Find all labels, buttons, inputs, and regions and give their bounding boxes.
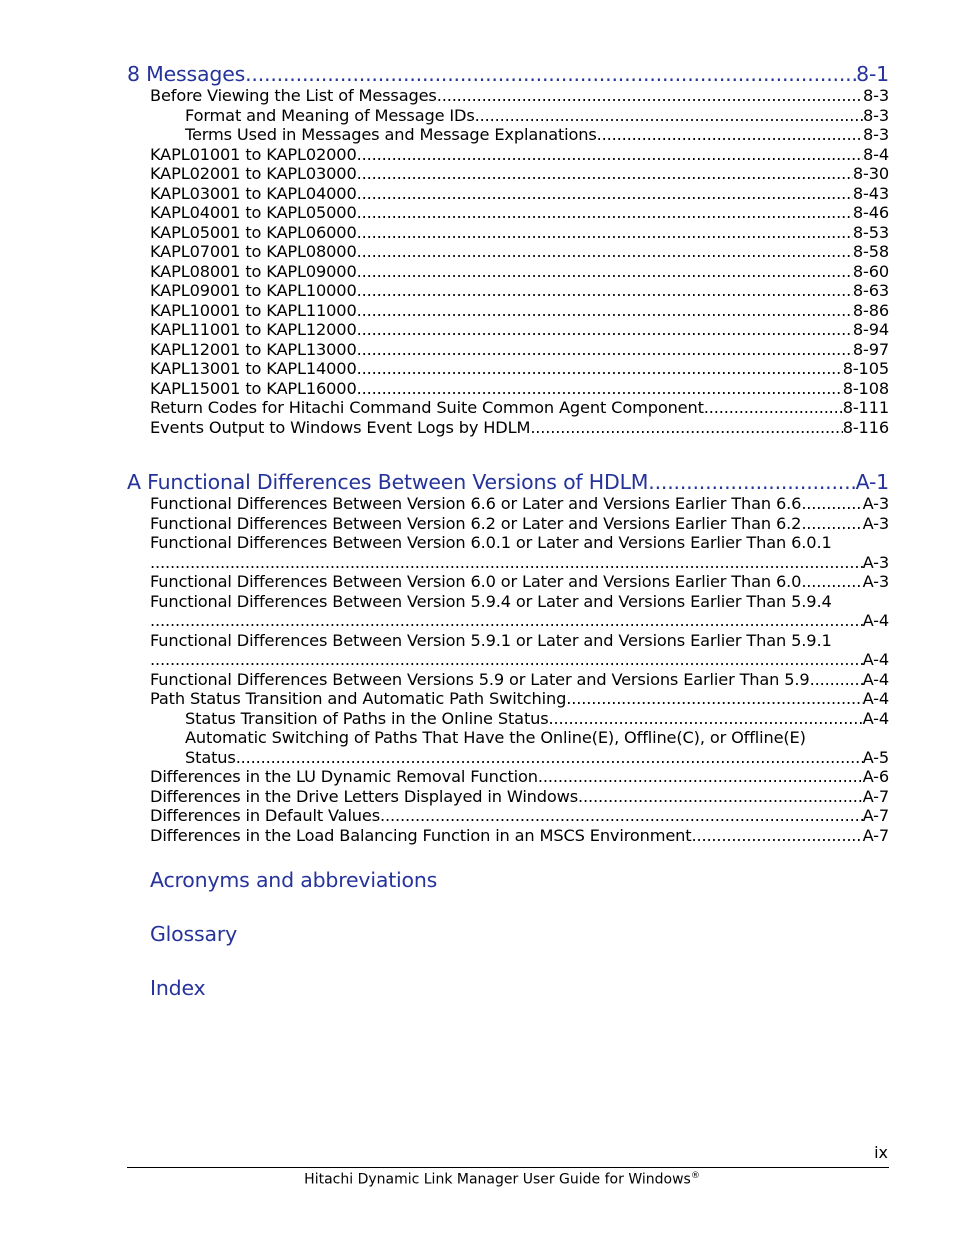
toc-entry[interactable]: Path Status Transition and Automatic Path Switching ..... A-4 <box>127 689 889 709</box>
toc-acronyms-link[interactable]: Acronyms and abbreviations <box>150 868 438 892</box>
table-of-contents <box>127 62 889 845</box>
toc-entry[interactable]: Functional Differences Between Version 6.0 or Later and Versions Earlier Than 6.0 ..... A-3 <box>127 572 889 592</box>
toc-entry[interactable]: KAPL03001 to KAPL04000 ..... 8-43 <box>127 184 889 204</box>
page-number: ix <box>874 1143 888 1162</box>
toc-entry[interactable]: KAPL11001 to KAPL12000 ..... 8-94 <box>127 320 889 340</box>
toc-entry-page: 8-1 <box>856 62 889 86</box>
toc-entry[interactable]: Differences in Default Values ..... A-7 <box>127 806 889 826</box>
toc-entry[interactable]: Automatic Switching of Paths That Have the Online(E), Offline(C), or Offline(E) Status ..... A-5 <box>127 728 889 767</box>
toc-entry[interactable]: KAPL05001 to KAPL06000 ..... 8-53 <box>127 223 889 243</box>
toc-entry-title: A Functional Differences Between Versions of HDLM <box>127 470 649 494</box>
toc-entry[interactable]: KAPL07001 to KAPL08000 ..... 8-58 <box>127 242 889 262</box>
toc-entry[interactable]: Before Viewing the List of Messages ..... 8-3 <box>127 86 889 106</box>
toc-entry[interactable]: KAPL09001 to KAPL10000 ..... 8-63 <box>127 281 889 301</box>
toc-entry[interactable]: Functional Differences Between Version 5.9.1 or Later and Versions Earlier Than 5.9.1 ..... A-4 <box>127 631 889 670</box>
toc-chapter-8[interactable] <box>127 62 889 86</box>
toc-entry[interactable]: Differences in the LU Dynamic Removal Function ..... A-6 <box>127 767 889 787</box>
toc-entry-title: 8 Messages <box>127 62 246 86</box>
toc-entry[interactable]: Terms Used in Messages and Message Explanations ..... 8-3 <box>127 125 889 145</box>
toc-entry[interactable]: Functional Differences Between Version 5.9.4 or Later and Versions Earlier Than 5.9.4 ..... A-4 <box>127 592 889 631</box>
footer-title: Hitachi Dynamic Link Manager User Guide for Windows® <box>304 1171 700 1188</box>
toc-entry[interactable]: Functional Differences Between Version 6.0.1 or Later and Versions Earlier Than 6.0.1 ..... A-3 <box>127 533 889 572</box>
toc-appendix-a[interactable] <box>127 470 889 494</box>
toc-entry[interactable]: KAPL10001 to KAPL11000 ..... 8-86 <box>127 301 889 321</box>
toc-entry[interactable]: KAPL02001 to KAPL03000 ..... 8-30 <box>127 164 889 184</box>
toc-entry[interactable]: Status Transition of Paths in the Online Status ..... A-4 <box>127 709 889 729</box>
toc-glossary-link[interactable]: Glossary <box>150 922 238 946</box>
toc-entry[interactable]: Events Output to Windows Event Logs by HDLM ..... 8-116 <box>127 418 889 438</box>
toc-entry[interactable]: KAPL15001 to KAPL16000 ..... 8-108 <box>127 379 889 399</box>
toc-entry[interactable]: Functional Differences Between Version 6.6 or Later and Versions Earlier Than 6.6 ..... A-3 <box>127 494 889 514</box>
toc-entry[interactable]: Functional Differences Between Version 6.2 or Later and Versions Earlier Than 6.2 ..... A-3 <box>127 514 889 534</box>
toc-entry[interactable]: KAPL13001 to KAPL14000 ..... 8-105 <box>127 359 889 379</box>
toc-entry[interactable]: KAPL04001 to KAPL05000 ..... 8-46 <box>127 203 889 223</box>
toc-entry[interactable]: KAPL08001 to KAPL09000 ..... 8-60 <box>127 262 889 282</box>
toc-entry-page: A-1 <box>855 470 889 494</box>
toc-entry[interactable]: Differences in the Drive Letters Displayed in Windows ..... A-7 <box>127 787 889 807</box>
registered-mark: ® <box>690 1171 700 1181</box>
toc-entry[interactable]: Return Codes for Hitachi Command Suite Common Agent Component ..... 8-111 <box>127 398 889 418</box>
toc-entry[interactable]: KAPL12001 to KAPL13000 ..... 8-97 <box>127 340 889 360</box>
toc-entry[interactable]: KAPL01001 to KAPL02000 ..... 8-4 <box>127 145 889 165</box>
toc-entry[interactable]: Functional Differences Between Versions 5.9 or Later and Versions Earlier Than 5.9 ..... A-4 <box>127 670 889 690</box>
footer-rule <box>127 1167 889 1168</box>
toc-entry[interactable]: Differences in the Load Balancing Function in an MSCS Environment ..... A-7 <box>127 826 889 846</box>
toc-index-link[interactable]: Index <box>150 976 206 1000</box>
toc-entry[interactable]: Format and Meaning of Message IDs ..... 8-3 <box>127 106 889 126</box>
